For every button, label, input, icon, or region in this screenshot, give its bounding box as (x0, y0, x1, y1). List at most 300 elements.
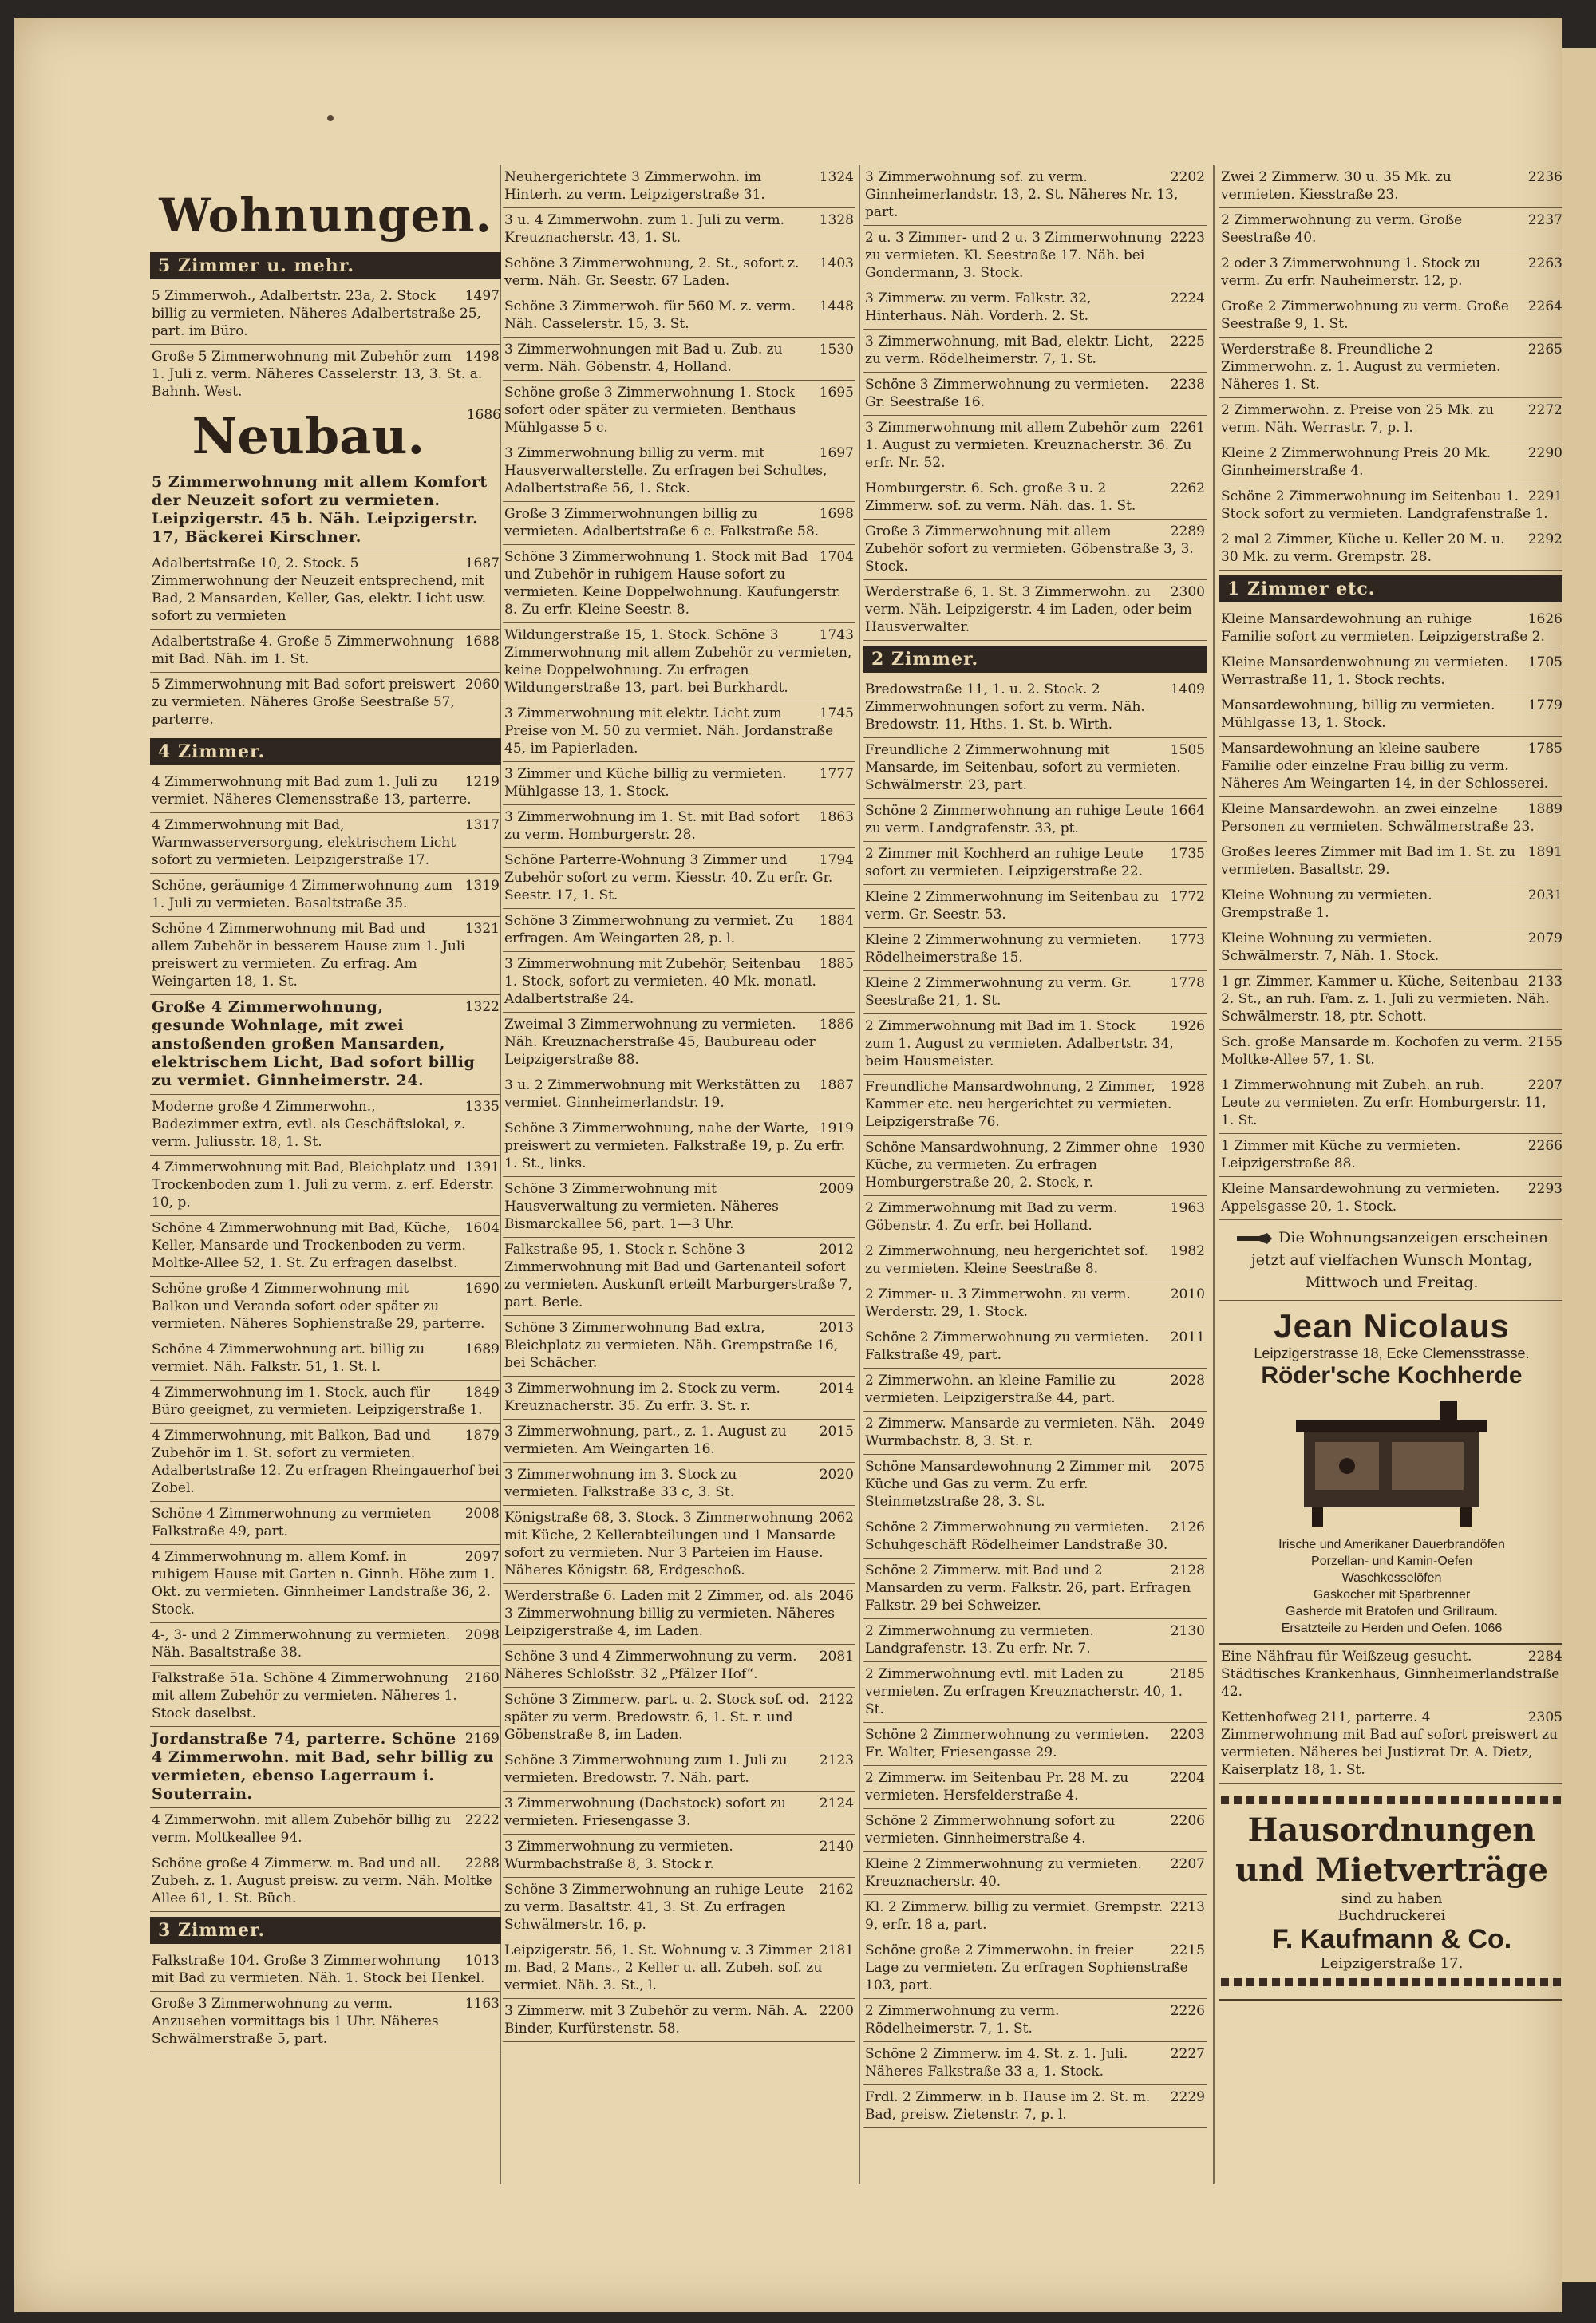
classified-ad (1219, 294, 1562, 338)
ad-number: 2225 (1170, 334, 1205, 350)
classified-ad (503, 208, 855, 251)
ad-number: 2229 (1170, 2089, 1205, 2105)
ad-text: 2 Zimmerwohn. an kleine Familie zu vermieten. Leipzigerstraße 44, part. (865, 1373, 1116, 1406)
classified-ad (863, 1662, 1207, 1723)
ad-text: Schöne 3 Zimmerwohnung zu vermieten. Gr. Seestraße 16. (865, 377, 1149, 410)
classified-ad (1219, 1134, 1562, 1177)
category-header: 2 Zimmer. (863, 646, 1207, 673)
ad-text: 2 Zimmerwohnung zu verm. Große Seestraße 40. (1221, 212, 1463, 246)
classified-ad (503, 1506, 855, 1584)
classified-ad (503, 1073, 855, 1116)
classified-ad (1219, 1073, 1562, 1134)
category-header: 3 Zimmer. (150, 1917, 501, 1944)
neubau-heading: 1686 Neubau. (192, 407, 501, 465)
classified-ad (863, 416, 1207, 476)
ad-number: 1777 (819, 766, 854, 782)
ad-number: 1698 (819, 506, 854, 522)
ad-text: Schöne Mansardewohnung 2 Zimmer mit Küche und Gas zu verm. Zu erfr. Steinmetzstraße 28, 3. St. (865, 1459, 1151, 1510)
ad-text: Falkstraße 95, 1. Stock r. Schöne 3 Zimmerwohnung mit Bad und Gartenanteil sofort zu vermieten. Auskunft erteilt Marburgerstraße 7, part. Berle. (504, 1242, 852, 1310)
ad-number: 1884 (819, 913, 854, 929)
classified-ad (863, 286, 1207, 330)
product-line: Gasherde mit Bratofen und Grillraum. (1286, 1605, 1498, 1618)
ad-text: Schöne 3 Zimmerwohnung an ruhige Leute zu verm. Basaltstr. 41, 3. St. Zu erfragen Schwälmerstr. 16, p. (504, 1882, 804, 1933)
classified-ad (503, 623, 855, 701)
ad-text: Freundliche 2 Zimmerwohnung mit Mansarde, im Seitenbau, sofort zu vermieten. Schwälmerstr. 23, part. (865, 742, 1181, 793)
ad-text: Kleine Wohnung zu vermieten. Grempstraße 1. (1221, 887, 1432, 921)
ad-text: Schöne 3 Zimmerwohnung zu vermiet. Zu erfragen. Am Weingarten 28, p. l. (504, 913, 794, 946)
classified-ad (1219, 1177, 1562, 1220)
classified-ad (503, 848, 855, 909)
classified-ad: 2098 4-, 3- und 2 Zimmerwohnung zu vermieten. Näh. Basaltstraße 38. (150, 1623, 501, 1666)
ad-number: 2215 (1170, 1942, 1205, 1958)
ad-text: Kleine 2 Zimmerwohnung zu verm. Gr. Seestraße 21, 1. St. (865, 975, 1132, 1009)
ad-text: Werderstraße 8. Freundliche 2 Zimmerwohn. z. 1. August zu vermieten. Näheres 1. St. (1221, 342, 1501, 393)
ad-text: 2 Zimmerwohnung, neu hergerichtet sof. zu vermieten. Kleine Seestraße 8. (865, 1243, 1148, 1277)
ad-number: 2293 (1527, 1181, 1562, 1197)
printer-address: Leipzigerstraße 17. (1320, 1955, 1464, 1972)
ad-number: 1928 (1170, 1079, 1205, 1095)
classified-ad (1219, 1030, 1562, 1073)
classified-ad (503, 1238, 855, 1316)
pointing-hand-icon (1235, 1231, 1274, 1246)
ad-number: 1785 (1527, 741, 1562, 757)
ad-text: 3 Zimmerwohnung im 1. St. mit Bad sofort zu verm. Homburgerstr. 28. (504, 809, 800, 843)
ad-number: 2014 (819, 1381, 854, 1397)
ad-text: 3 Zimmerw. mit 3 Zubehör zu verm. Näh. A. Binder, Kurfürstenstr. 58. (504, 2003, 808, 2037)
classified-ad (503, 701, 855, 762)
classified-ad: 2169 Jordanstraße 74, parterre. Schöne 4 Zimmerwohn. mit Bad, sehr billig zu vermieten, ebenso Lagerraum i. Souterrain. (150, 1727, 501, 1808)
ad-text: 3 Zimmerwohnung (Dachstock) sofort zu vermieten. Friesengasse 3. (504, 1796, 787, 1829)
ad-number: 1963 (1170, 1200, 1205, 1216)
classified-ad (503, 1584, 855, 1645)
classified-ad (863, 330, 1207, 373)
classified-ad (863, 373, 1207, 416)
publication-notice: Die Wohnungsanzeigen erscheinen jetzt auf vielfachen Wunsch Montag, Mittwoch und Freitag. (1219, 1220, 1562, 1301)
category-header: 5 Zimmer u. mehr. (150, 252, 501, 279)
ad-number: 1530 (819, 342, 854, 358)
ad-number: 2010 (1170, 1286, 1205, 1302)
classified-ad (503, 251, 855, 294)
ad-number: 2049 (1170, 1416, 1205, 1432)
ad-number: 2162 (819, 1882, 854, 1898)
ad-text: 3 Zimmerwohnung billig zu verm. mit Hausverwalterstelle. Zu erfragen bei Schultes, Adalbertstraße 56, 1. Stck. (504, 445, 828, 496)
ad-text: Schöne 3 Zimmerwohnung, 2. St., sofort z. verm. Näh. Gr. Seestr. 67 Laden. (504, 255, 800, 289)
column-2 (503, 165, 855, 2042)
ad-number: 1626 (1527, 611, 1562, 627)
ad-text: Schöne 2 Zimmerwohnung zu vermieten. Fr. Walter, Friesengasse 29. (865, 1727, 1149, 1760)
classified-ad: 5 Zimmerwohnung mit allem Komfort der Neuzeit sofort zu vermieten. Leipzigerstr. 45 b. Näh. Leipzigerstr. 17, Bäckerei Kirschner. (150, 470, 501, 551)
ad-number: 2207 (1170, 1856, 1205, 1872)
column-rule (859, 165, 860, 2184)
classified-ad (503, 1463, 855, 1506)
ad-number: 2128 (1170, 1562, 1205, 1578)
column-4 (1219, 165, 1562, 2001)
ad-number: 2204 (1170, 1770, 1205, 1786)
ad-number: 2290 (1527, 445, 1562, 461)
hausordnungen-advertisement (1219, 1784, 1562, 2001)
classified-ad: 1317 4 Zimmerwohnung mit Bad, Warmwasserversorgung, elektrischem Licht sofort zu vermieten. Leipzigerstraße 17. (150, 813, 501, 874)
ad-text: Schöne 2 Zimmerw. mit Bad und 2 Mansarden zu verm. Falkstr. 26, part. Erfragen Falkstr. 29 bei Schweizer. (865, 1562, 1191, 1614)
ad-text: Kleine Mansardewohnung zu vermieten. Appelsgasse 20, 1. Stock. (1221, 1181, 1500, 1215)
classified-ad (863, 1895, 1207, 1938)
classified-ad: 2288 Schöne große 4 Zimmerw. m. Bad und all. Zubeh. z. 1. August preisw. zu verm. Näh. Moltke Allee 61, 1. St. Büch. (150, 1851, 501, 1912)
classified-ad (503, 1420, 855, 1463)
classified-ad (503, 1835, 855, 1878)
ad-number: 2081 (819, 1649, 854, 1665)
ad-text: 2 Zimmerw. im Seitenbau Pr. 28 M. zu vermieten. Hersfelderstraße 4. (865, 1770, 1129, 1803)
classified-ad (503, 165, 855, 208)
ad-text: Kleine Mansardewohn. an zwei einzelne Personen zu vermieten. Schwälmerstraße 23. (1221, 801, 1535, 835)
classified-ad: 1689 Schöne 4 Zimmerwohnung art. billig zu vermiet. Näh. Falkstr. 51, 1. St. l. (150, 1337, 501, 1381)
ho-subtitle: sind zu haben (1341, 1890, 1443, 1907)
ad-number: 1772 (1170, 889, 1205, 905)
classified-ad (863, 580, 1207, 641)
classified-ad (503, 1878, 855, 1938)
ad-number: 2020 (819, 1467, 854, 1483)
ad-number: 1448 (819, 298, 854, 314)
ad-text: 2 Zimmerwohnung zu verm. Rödelheimerstr. 7, 1. St. (865, 2003, 1060, 2037)
classified-ad (863, 1619, 1207, 1662)
classified-ad (863, 678, 1207, 738)
ad-number: 2046 (819, 1588, 854, 1604)
ad-text: 3 Zimmerwohnung im 3. Stock zu vermieten. Falkstraße 33 c, 3. St. (504, 1467, 737, 1500)
ad-text: Schöne 3 Zimmerwohnung zum 1. Juli zu vermieten. Bredowstr. 7. Näh. part. (504, 1752, 788, 1786)
classified-ad (863, 971, 1207, 1014)
ad-number: 2305 (1527, 1709, 1562, 1725)
ad-number: 1745 (819, 705, 854, 721)
ad-text: 2 Zimmerw. Mansarde zu vermieten. Näh. Wurmbachstr. 8, 3. St. r. (865, 1416, 1156, 1449)
classified-ad: 1219 4 Zimmerwohnung mit Bad zum 1. Juli zu vermiet. Näheres Clemensstraße 13, parterre. (150, 770, 501, 813)
ad-text: Schöne 3 Zimmerwohnung, nahe der Warte, preiswert zu vermieten. Falkstraße 19, p. Zu erfr. 1. St., links. (504, 1120, 846, 1171)
classified-ad (503, 338, 855, 381)
category-header: 4 Zimmer. (150, 738, 501, 765)
ad-number: 1779 (1527, 697, 1562, 713)
ad-text: Zwei 2 Zimmerw. 30 u. 35 Mk. zu vermieten. Kiesstraße 23. (1221, 169, 1452, 203)
classified-ad (503, 1177, 855, 1238)
category-header: 1 Zimmer etc. (1219, 575, 1562, 602)
classified-ad (1219, 398, 1562, 441)
ad-text: Schöne 2 Zimmerwohnung im Seitenbau 1. Stock sofort zu vermieten. Landgrafenstraße 1. (1221, 488, 1548, 522)
ad-number: 1863 (819, 809, 854, 825)
ad-text: Eine Nähfrau für Weißzeug gesucht. Städtisches Krankenhaus, Ginnheimerlandstraße 42. (1221, 1649, 1560, 1700)
classified-ad (1219, 797, 1562, 840)
classified-ad (503, 909, 855, 952)
classified-ad (863, 226, 1207, 286)
ad-text: Schöne 3 Zimmerwoh. für 560 M. z. verm. Näh. Casselerstr. 15, 3. St. (504, 298, 796, 332)
classified-ad (1219, 527, 1562, 571)
ad-text: Werderstraße 6. Laden mit 2 Zimmer, od. als 3 Zimmerwohnung billig zu vermieten. Näheres Leipzigerstraße 4, im Laden. (504, 1588, 835, 1639)
classified-ad (863, 1938, 1207, 1999)
ad-number: 1773 (1170, 932, 1205, 948)
ad-number: 2200 (819, 2003, 854, 2019)
ad-text: 1 gr. Zimmer, Kammer u. Küche, Seitenbau 2. St., an ruh. Fam. z. 1. Juli zu vermieten. Näh. Schwälmerstr. 18, ptr. Schott. (1221, 974, 1550, 1025)
classified-ad (863, 1999, 1207, 2042)
ad-text: Kleine Mansardenwohnung zu vermieten. Werrastraße 11, 1. Stock rechts. (1221, 654, 1509, 688)
ad-number: 1664 (1170, 803, 1205, 819)
ad-text: 2 u. 3 Zimmer- und 2 u. 3 Zimmerwohnung zu vermieten. Kl. Seestraße 17. Näh. bei Gondermann, 3. Stock. (865, 230, 1163, 281)
printing-speck (327, 115, 334, 121)
product-line: Porzellan- und Kamin-Oefen (1311, 1555, 1472, 1568)
classified-ad (863, 1559, 1207, 1619)
classified-ad (1219, 251, 1562, 294)
ad-text: Königstraße 68, 3. Stock. 3 Zimmerwohnung mit Küche, 2 Kellerabteilungen und 1 Mansarde sofort zu vermieten. Nur 3 Parteien im Hause. Näheres Königstr. 68, Erdgeschoß. (504, 1510, 836, 1578)
ad-text: Schöne 3 Zimmerwohnung 1. Stock mit Bad und Zubehör in ruhigem Hause sofort zu vermieten. Keine Doppelwohnung. Kaufungerstr. 8. Zu erfr. Kleine Seestr. 8. (504, 549, 841, 618)
ad-number: 2264 (1527, 298, 1562, 314)
classified-ad: 1335 Moderne große 4 Zimmerwohn., Badezimmer extra, evtl. als Geschäftslokal, z. verm. Juliusstr. 18, 1. St. (150, 1095, 501, 1156)
ad-number: 2075 (1170, 1459, 1205, 1475)
ad-number: 2300 (1170, 584, 1205, 600)
ad-text: Mansardewohnung an kleine saubere Familie oder einzelne Frau billig zu verm. Näheres Am Weingarten 14, in der Schlosserei. (1221, 741, 1549, 792)
ad-number: 1704 (819, 549, 854, 565)
classified-ad (863, 799, 1207, 842)
classified-ad (1219, 607, 1562, 650)
ad-text: 3 Zimmerwohnung zu vermieten. Wurmbachstraße 8, 3. Stock r. (504, 1839, 733, 1872)
classified-ad (1219, 165, 1562, 208)
classified-ad (503, 1116, 855, 1177)
ad-text: 3 Zimmerw. zu verm. Falkstr. 32, Hinterhaus. Näh. Vorderh. 2. St. (865, 290, 1092, 324)
ad-number: 1930 (1170, 1140, 1205, 1156)
ornamental-border (1221, 1796, 1562, 1804)
classified-ad (503, 1748, 855, 1792)
ad-text: Schöne Mansardwohnung, 2 Zimmer ohne Küche, zu vermieten. Zu erfragen Homburgerstraße 20, 2. Stock, r. (865, 1140, 1158, 1191)
ad-number: 1735 (1170, 846, 1205, 862)
ad-number: 2227 (1170, 2046, 1205, 2062)
ho-title: und Mietverträge (1235, 1851, 1549, 1889)
ad-text: Wildungerstraße 15, 1. Stock. Schöne 3 Zimmerwohnung mit allem Zubehör zu vermieten, keine Doppelwohnung. Zu erfragen Wildungerstraße 13, part. bei Burkhardt. (504, 627, 852, 696)
ad-text: Kettenhofweg 211, parterre. 4 Zimmerwohnung mit Bad auf sofort preiswert zu vermieten. Näheres bei Justizrat Dr. A. Dietz, Kaiserplatz 18, 1. St. (1221, 1709, 1558, 1778)
ad-number: 1887 (819, 1077, 854, 1093)
ad-text: 2 Zimmerwohnung zu vermieten. Landgrafenstr. 13. Zu erfr. Nr. 7. (865, 1623, 1094, 1657)
ad-text: Mansardewohnung, billig zu vermieten. Mühlgasse 13, 1. Stock. (1221, 697, 1495, 731)
ad-number: 2261 (1170, 420, 1205, 436)
classified-ad (503, 952, 855, 1013)
ad-text: Kleine Wohnung zu vermieten. Schwälmerstr. 7, Näh. 1. Stock. (1221, 930, 1440, 964)
ad-number: 2272 (1527, 402, 1562, 418)
classified-ad (863, 1136, 1207, 1196)
ad-text: Neuhergerichtete 3 Zimmerwohn. im Hinterh. zu verm. Leipzigerstraße 31. (504, 169, 765, 203)
ad-text: Zweimal 3 Zimmerwohnung zu vermieten. Näh. Kreuznacherstraße 45, Baubureau oder Leipzigerstraße 88. (504, 1017, 816, 1068)
ad-number: 1794 (819, 852, 854, 868)
ad-number: 2213 (1170, 1899, 1205, 1915)
ad-number: 2062 (819, 1510, 854, 1526)
ad-text: 3 Zimmerwohnung, part., z. 1. August zu vermieten. Am Weingarten 16. (504, 1424, 787, 1457)
classified-ad (503, 502, 855, 545)
classified-ad: 1879 4 Zimmerwohnung, mit Balkon, Bad und Zubehör im 1. St. sofort zu vermieten. Adalbertstraße 12. Zu erfragen Rheingauerhof bei Zobel. (150, 1424, 501, 1502)
classified-ad: 1013 Falkstraße 104. Große 3 Zimmerwohnung mit Bad zu vermieten. Näh. 1. Stock bei Henkel. (150, 1949, 501, 1992)
ornamental-border (1221, 1978, 1562, 1986)
ad-text: Leipzigerstr. 56, 1. St. Wohnung v. 3 Zimmer m. Bad, 2 Mans., 2 Keller u. all. Zubeh. sof. zu vermiet. Näh. 3. St., l. (504, 1942, 823, 1993)
classified-ad: 1849 4 Zimmerwohnung im 1. Stock, auch für Büro geeignet, zu vermieten. Leipzigerstraße 1. (150, 1381, 501, 1424)
product-line: Gaskocher mit Sparbrenner (1313, 1588, 1471, 1602)
ad-number: 2265 (1527, 342, 1562, 358)
ad-text: Schöne 3 und 4 Zimmerwohnung zu verm. Näheres Schloßstr. 32 „Pfälzer Hof“. (504, 1649, 797, 1682)
classified-ad (863, 1325, 1207, 1369)
ad-text: Frdl. 2 Zimmerw. in b. Hause im 2. St. m. Bad, preisw. Zietenstr. 7, p. l. (865, 2089, 1151, 2123)
classified-ad (1219, 208, 1562, 251)
ad-number: 2009 (819, 1181, 854, 1197)
ad-text: 3 Zimmerwohnung mit allem Zubehör zum 1. August zu vermieten. Kreuznacherstr. 36. Zu erfr. Nr. 52. (865, 420, 1192, 471)
classified-ad (503, 1013, 855, 1073)
classified-ad (863, 165, 1207, 226)
classified-ad (503, 545, 855, 623)
classified-ad: 2222 4 Zimmerwohn. mit allem Zubehör billig zu verm. Moltkeallee 94. (150, 1808, 501, 1851)
ad-number: 2224 (1170, 290, 1205, 306)
ad-text: Große 3 Zimmerwohnung mit allem Zubehör sofort zu vermieten. Göbenstraße 3, 3. Stock. (865, 523, 1194, 575)
classified-ad (863, 1766, 1207, 1809)
ad-number: 1778 (1170, 975, 1205, 991)
classified-ad (1219, 693, 1562, 737)
ad-number: 2291 (1527, 488, 1562, 504)
section-masthead: Wohnungen. (159, 188, 492, 243)
ad-number: 1695 (819, 385, 854, 401)
ad-text: Homburgerstr. 6. Sch. große 3 u. 2 Zimmerw. sof. zu verm. Näh. das. 1. St. (865, 480, 1136, 514)
ad-number: 2015 (819, 1424, 854, 1440)
ad-text: 3 Zimmerwohnung sof. zu verm. Ginnheimerlandstr. 13, 2. St. Näheres Nr. 13, part. (865, 169, 1179, 220)
classified-ad: 1391 4 Zimmerwohnung mit Bad, Bleichplatz und Trockenboden zum 1. Juli zu verm. z. erf. Ederstr. 10, p. (150, 1156, 501, 1216)
classified-ad (503, 1792, 855, 1835)
classified-ad (1219, 1645, 1562, 1705)
ad-number: 2181 (819, 1942, 854, 1958)
classified-ad (503, 1999, 855, 2042)
ad-text: Schöne 2 Zimmerwohnung zu vermieten. Schuhgeschäft Rödelheimer Landstraße 30. (865, 1519, 1168, 1553)
ad-number: 2013 (819, 1320, 854, 1336)
ad-number: 2237 (1527, 212, 1562, 228)
ad-text: Schöne 2 Zimmerwohnung zu vermieten. Falkstraße 49, part. (865, 1329, 1149, 1363)
ad-text: 2 Zimmer- u. 3 Zimmerwohn. zu verm. Werderstr. 29, 1. Stock. (865, 1286, 1131, 1320)
classified-ad (863, 1196, 1207, 1239)
classified-ad (863, 1515, 1207, 1559)
ad-text: 2 oder 3 Zimmerwohnung 1. Stock zu verm. Zu erfr. Nauheimerstr. 12, p. (1221, 255, 1481, 289)
classified-ad (863, 1075, 1207, 1136)
ad-text: Schöne große 3 Zimmerwohnung 1. Stock sofort oder später zu vermieten. Benthaus Mühlgasse 5 c. (504, 385, 796, 436)
ad-number: 2124 (819, 1796, 854, 1811)
classified-ad (1219, 484, 1562, 527)
ad-number: 1891 (1527, 844, 1562, 860)
ad-text: 3 u. 4 Zimmerwohn. zum 1. Juli zu verm. Kreuznacherstr. 43, 1. St. (504, 212, 785, 246)
ad-text: 3 Zimmerwohnung mit Zubehör, Seitenbau 1. Stock, sofort zu vermieten. 40 Mk. monatl. Adalbertstraße 24. (504, 956, 816, 1007)
ad-number: 1328 (819, 212, 854, 228)
ad-number: 1919 (819, 1120, 854, 1136)
ad-number: 2262 (1170, 480, 1205, 496)
ad-number: 2122 (819, 1692, 854, 1708)
product-line: Irische und Amerikaner Dauerbrandöfen (1278, 1538, 1505, 1551)
ad-text: 3 Zimmer und Küche billig zu vermieten. Mühlgasse 13, 1. Stock. (504, 766, 787, 800)
classified-ad (503, 805, 855, 848)
ad-number: 2266 (1527, 1138, 1562, 1154)
ad-number: 2079 (1527, 930, 1562, 946)
ad-text: Schöne 3 Zimmerwohnung mit Hausverwaltung zu vermieten. Näheres Bismarckallee 56, part. 1—3 Uhr. (504, 1181, 779, 1232)
ad-number: 2207 (1527, 1077, 1562, 1093)
classified-ad (863, 1282, 1207, 1325)
ad-number: 2185 (1170, 1666, 1205, 1682)
classified-ad (863, 1852, 1207, 1895)
ad-number: 1324 (819, 169, 854, 185)
ad-text: 3 Zimmerwohnung mit elektr. Licht zum Preise von M. 50 zu vermiet. Näh. Jordanstraße 45, im Papierladen. (504, 705, 834, 757)
ad-number: 1409 (1170, 681, 1205, 697)
ad-text: 3 Zimmerwohnungen mit Bad u. Zub. zu verm. Näh. Göbenstr. 4, Holland. (504, 342, 783, 375)
ad-text: Werderstraße 6, 1. St. 3 Zimmerwohn. zu verm. Näh. Leipzigerstr. 4 im Laden, oder beim Hausverwalter. (865, 584, 1192, 635)
ad-number: 2140 (819, 1839, 854, 1855)
ad-number: 1505 (1170, 742, 1205, 758)
ad-number: 2031 (1527, 887, 1562, 903)
classified-ad (863, 2085, 1207, 2128)
classified-ad (503, 441, 855, 502)
column-1 (150, 169, 501, 2052)
classified-ad (863, 1369, 1207, 1412)
classified-ad (503, 294, 855, 338)
classified-ad (863, 738, 1207, 799)
classified-ad: 1688 Adalbertstraße 4. Große 5 Zimmerwohnung mit Bad. Näh. im 1. St. (150, 630, 501, 673)
printer-name: F. Kaufmann & Co. (1271, 1924, 1512, 1954)
classified-ad (1219, 970, 1562, 1030)
ad-number: 2123 (819, 1752, 854, 1768)
classified-ad (1219, 338, 1562, 398)
classified-ad (863, 1239, 1207, 1282)
ad-text: Freundliche Mansardwohnung, 2 Zimmer, Kammer etc. neu hergerichtet zu vermieten. Leipzigerstraße 76. (865, 1079, 1172, 1130)
ad-number: 1403 (819, 255, 854, 271)
ho-subtitle: Buchdruckerei (1337, 1907, 1446, 1924)
product-list (1221, 1536, 1562, 1637)
ad-number: 2202 (1170, 169, 1205, 185)
classified-ad (863, 476, 1207, 520)
classified-ad: 1690 Schöne große 4 Zimmerwohnung mit Balkon und Veranda sofort oder später zu vermieten. Näheres Sophienstraße 29, parterre. (150, 1277, 501, 1337)
product-line: Waschkesselöfen (1341, 1571, 1442, 1585)
stove-advertisement (1219, 1301, 1562, 1645)
classified-ad (1219, 1705, 1562, 1784)
ad-text: 3 Zimmerwohnung, mit Bad, elektr. Licht, zu verm. Rödelheimerstr. 7, 1. St. (865, 334, 1154, 367)
classified-ad (863, 885, 1207, 928)
ad-text: 2 Zimmerwohnung mit Bad zu verm. Göbenstr. 4. Zu erfr. bei Holland. (865, 1200, 1118, 1234)
ad-number: 2238 (1170, 377, 1205, 393)
ad-text: Bredowstraße 11, 1. u. 2. Stock. 2 Zimmerwohnungen sofort zu verm. Näh. Bredowstr. 11, Hths. 1. St. b. Wirth. (865, 681, 1145, 733)
ad-text: Schöne 3 Zimmerw. part. u. 2. Stock sof. od. später zu verm. Bredowstr. 6, 1. St. r. und Göbenstraße 8, im Laden. (504, 1692, 810, 1743)
product-line: Ersatzteile zu Herden und Oefen. 1066 (1281, 1622, 1503, 1635)
classified-ad (503, 1377, 855, 1420)
classified-ad: 1163 Große 3 Zimmerwohnung zu verm. Anzusehen vormittags bis 1 Uhr. Näheres Schwälmerstraße 5, part. (150, 1992, 501, 2052)
classified-ad: 2160 Falkstraße 51a. Schöne 4 Zimmerwohnung mit allem Zubehör zu vermieten. Näheres 1. Stock daselbst. (150, 1666, 501, 1727)
ad-number: 2028 (1170, 1373, 1205, 1389)
column-rule (1213, 165, 1215, 2184)
ad-text: Kleine 2 Zimmerwohnung zu vermieten. Rödelheimerstraße 15. (865, 932, 1142, 966)
classified-ad (503, 1688, 855, 1748)
ad-text: 2 Zimmerwohn. z. Preise von 25 Mk. zu verm. Näh. Werrastr. 7, p. l. (1221, 402, 1495, 436)
ad-text: Große 3 Zimmerwohnungen billig zu vermieten. Adalbertstraße 6 c. Falkstraße 58. (504, 506, 820, 539)
ad-number: 2236 (1527, 169, 1562, 185)
ad-text: 1 Zimmer mit Küche zu vermieten. Leipzigerstraße 88. (1221, 1138, 1461, 1171)
classified-ad: 2008 Schöne 4 Zimmerwohnung zu vermieten Falkstraße 49, part. (150, 1502, 501, 1545)
ad-text: Kleine 2 Zimmerwohnung zu vermieten. Kreuznacherstr. 40. (865, 1856, 1142, 1890)
ad-text: Großes leeres Zimmer mit Bad im 1. St. zu vermieten. Basaltstr. 29. (1221, 844, 1515, 878)
classified-ad (503, 762, 855, 805)
ad-text: 2 Zimmer mit Kochherd an ruhige Leute sofort zu vermieten. Leipzigerstraße 22. (865, 846, 1144, 879)
classified-ad (863, 1809, 1207, 1852)
ad-number: 2292 (1527, 531, 1562, 547)
classified-ad: 1497 5 Zimmerwoh., Adalbertstr. 23a, 2. Stock billig zu vermieten. Näheres Adalbertstraße 25, part. im Büro. (150, 284, 501, 345)
newspaper-page (14, 18, 1562, 2312)
ad-text: 2 Zimmerwohnung evtl. mit Laden zu vermieten. Zu erfragen Kreuznacherstr. 40, 1. St. (865, 1666, 1183, 1717)
ad-number: 2133 (1527, 974, 1562, 990)
classified-ad: 1687 Adalbertstraße 10, 2. Stock. 5 Zimmerwohnung der Neuzeit entsprechend, mit Bad, 2 Mansarden, Keller, Gas, elektr. Licht usw. sofort zu vermieten (150, 551, 501, 630)
ad-number: 2012 (819, 1242, 854, 1258)
ad-number: 1926 (1170, 1018, 1205, 1034)
ad-number: 2011 (1170, 1329, 1205, 1345)
classified-ad (1219, 926, 1562, 970)
advertiser-name: Jean Nicolaus (1274, 1307, 1510, 1345)
classified-ad (503, 1316, 855, 1377)
ad-text: Schöne 3 Zimmerwohnung Bad extra, Bleichplatz zu vermieten. Näh. Grempstraße 16, bei Schächer. (504, 1320, 839, 1371)
ad-number: 2226 (1170, 2003, 1205, 2019)
classified-ad (503, 381, 855, 441)
